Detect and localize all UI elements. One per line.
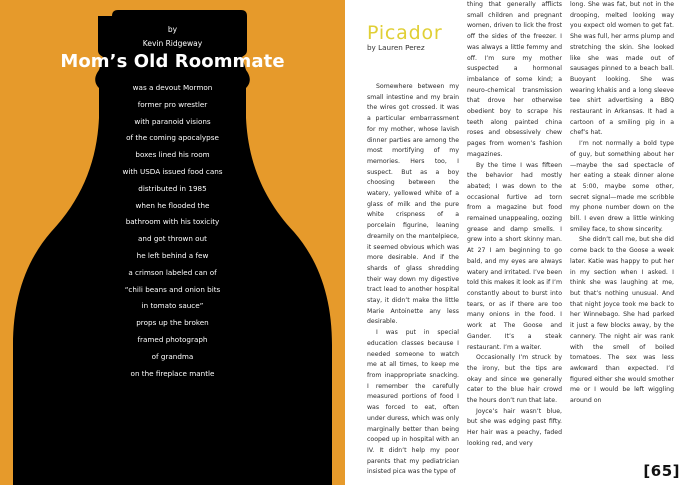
page-number-value: 65 — [650, 462, 673, 480]
column-2 — [467, 0, 562, 450]
poem-line: framed photograph — [137, 334, 208, 344]
poem-title: Mom’s Old Roommate — [60, 51, 285, 72]
paragraph: Occasionally I’m struck by the irony, but the tips are okay and since we generally cater to the blue hair crowd the hours don’t run that late. — [467, 354, 562, 405]
page-number — [643, 462, 680, 480]
paragraph: I was put in special education classes because I needed someone to watch me at all times, to keep me from inappropriate snacking. I remember the carefully measured portions of food I was forced to eat, often under duress, which was only marginally better than being cooped up in hospital with an IV. It didn’t help my poor parents that my pediatrician insisted pica was the type of — [367, 329, 459, 476]
poem-line: a crimson labeled can of — [128, 267, 217, 277]
bracket-close: ] — [672, 462, 680, 480]
paragraph: I’m not normally a bold type of guy, but something about her—maybe the sad spectacle of her eating a steak dinner alone at 5:00, maybe some other, secret signal—made me scribble my phone number down on the bill. I even drew a little winking smiley face, to show sincerity. — [570, 140, 674, 233]
poem-line: with paranoid visions — [134, 116, 211, 126]
poem-line: props up the broken — [136, 318, 209, 328]
paragraph: thing that generally afflicts small children and pregnant women, driven to lick the frost off the sides of the freezer. I was always a little femmy and off. I’m sure my mother suspected a hormonal imbalance of some kind; a neuro-chemical transmission that drove her otherwise obedient boy to scrape his teeth along painted china roses and obsessively chew pages from women’s fashion magazines. — [467, 1, 562, 158]
paragraph: She didn’t call me, but she did come back to the Goose a week later. Katie was happy to put her in my section when I asked. I think she was laughing at me, but that’s nothing unusual. And that night Joyce took me back to her Winnebago. She had parked it just a few blocks away, by the cannery. The night air was rank with the smell of boiled tomatoes. The sex was less awkward than expected. I’d figured either she would smother me or I would be left wiggling around on — [570, 236, 674, 405]
column-1 — [367, 82, 459, 478]
poem-lines — [0, 80, 345, 382]
poem-by: by — [167, 25, 178, 34]
poem-line: former pro wrestler — [137, 99, 208, 109]
poem-line: when he flooded the — [135, 200, 210, 210]
poem-line: boxes lined his room — [135, 150, 210, 160]
poem-line: with USDA issued food cans — [122, 166, 223, 176]
poem-line: he left behind a few — [136, 250, 209, 260]
poem-line: was a devout Mormon — [132, 83, 213, 92]
bracket-open: [ — [643, 462, 651, 480]
gutter — [345, 0, 355, 485]
column-3 — [570, 0, 674, 407]
poem-line: on the fireplace mantle — [130, 368, 215, 378]
poem-line: of the coming apocalypse — [126, 133, 219, 143]
poem-line: and got thrown out — [138, 234, 207, 244]
story-page — [355, 0, 684, 485]
paragraph: Joyce’s hair wasn’t blue, but she was edging past fifty. Her hair was a peachy, faded looking red, and very — [467, 407, 562, 447]
poem-line: distributed in 1985 — [138, 183, 207, 193]
poem-line: bathroom with his toxicity — [125, 217, 220, 227]
paragraph: long. She was fat, but not in the drooping, melted looking way you expect old women to get fat. She was full, her arms plump and stretching the skin. She looked like she was made out of sausages pinned to a beach ball. Buoyant looking. She was wearing khakis and a long sleeve tee shirt advertising a BBQ restaurant in Arkansas. It had a cartoon of a smiling pig in a chef’s hat. — [570, 1, 674, 137]
poem-author: Kevin Ridgeway — [142, 39, 203, 48]
story-byline: by Lauren Perez — [367, 43, 425, 52]
paragraph: By the time I was fifteen the behavior had mostly abated; I was down to the occasional furtive ad torn from a magazine but food remained unappealing, oozing grease and damp smells. I grew into a short skinny man. At 27 I am beginning to go bald, and my eyes are always watery and irritated. I’ve been told this makes it look as if I’m constantly about to burst into tears, or as if there are too many onions in the food. I work at The Goose and Gander. It’s a steak restaurant. I’m a waiter. — [467, 161, 562, 351]
story-title: Picador — [367, 22, 443, 44]
poem-line: in tomato sauce” — [141, 301, 204, 311]
poem-line: “chili beans and onion bits — [124, 284, 221, 294]
poem-line: of grandma — [151, 351, 194, 361]
paragraph: Somewhere between my small intestine and my brain the wires got crossed. It was a particular embarrassment for my mother, whose lavish dinner parties are among the most mortifying of my memories. Hers too, I suspect. But as a boy choosing between the watery, yellowed white of a glass of milk and the pure white crispness of a porcelain figurine, leaning dreamily on the mantelpiece, it seemed obvious which was more desirable. And if the shards of glass shredding their way down my digestive tract lead to another hospital stay, it didn’t make the little Marie Antoinette any less desirable. — [367, 83, 459, 326]
